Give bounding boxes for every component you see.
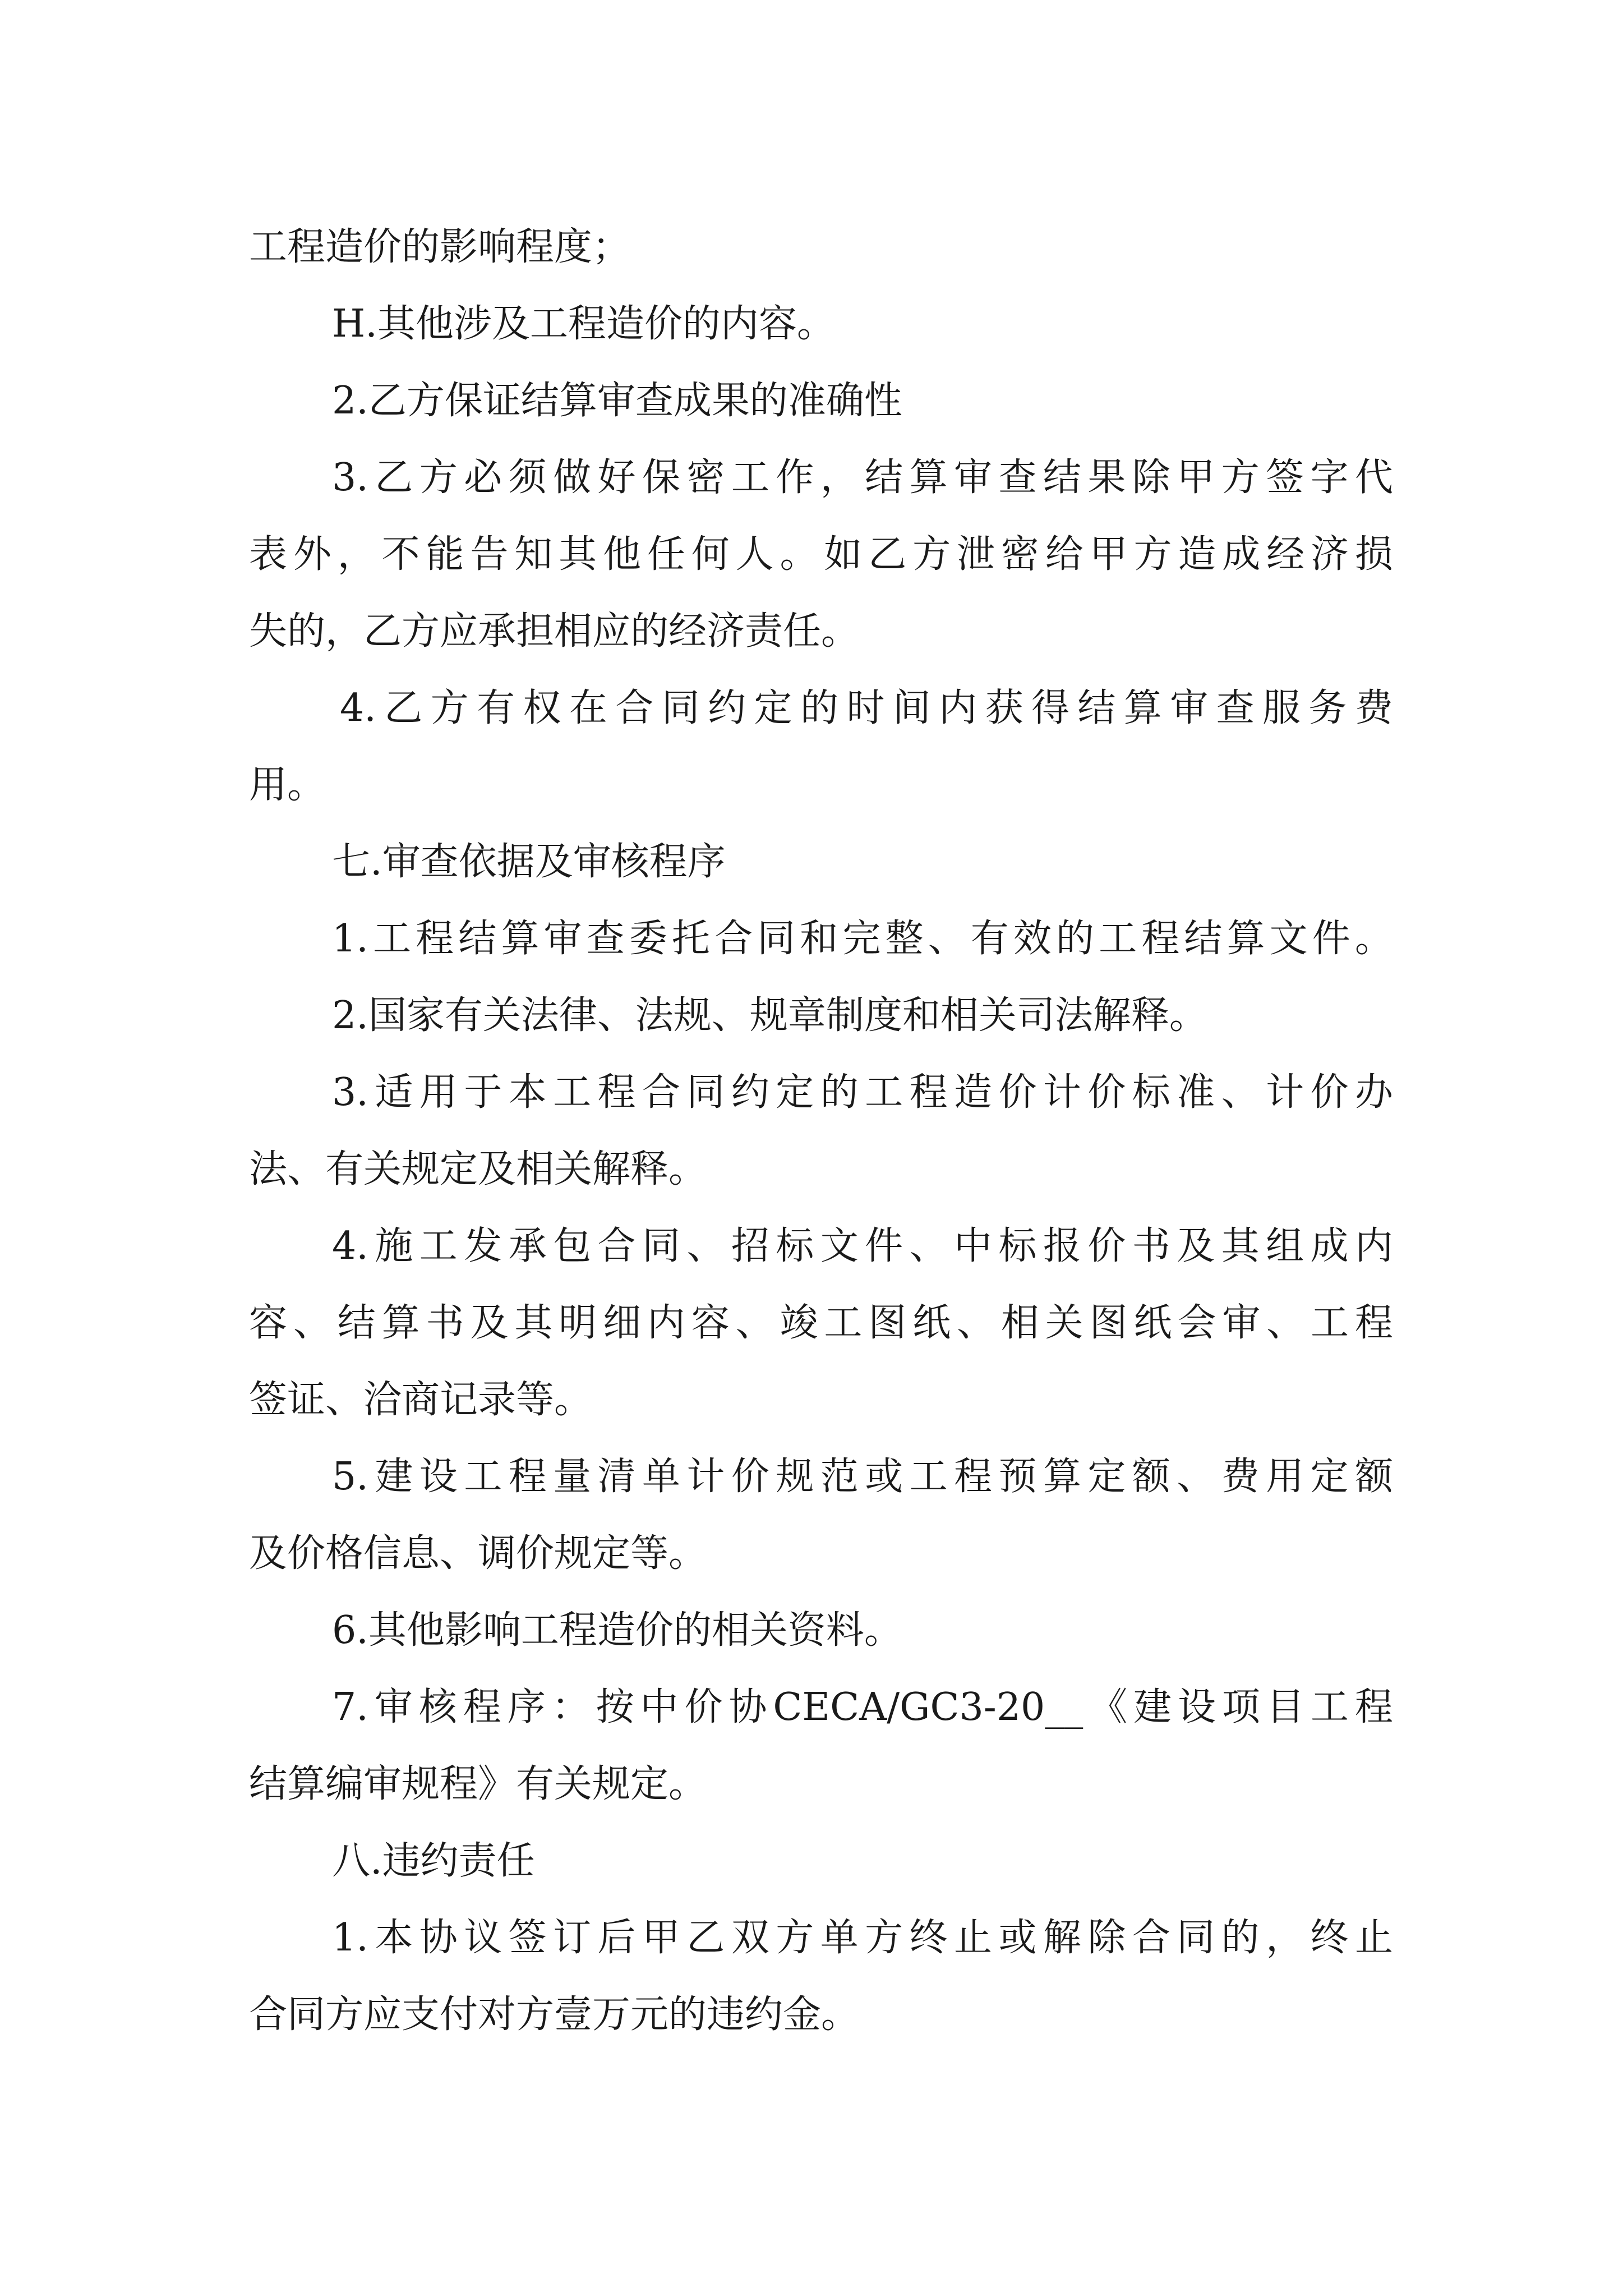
text-line: 7. 审 核 程 序 ： 按 中 价 协 CECA/GC3-20__ 《 建 设 项 目 工 程 [332, 1685, 1393, 1729]
text-line: 七.审查依据及审核程序 [332, 840, 726, 884]
text-line: 法、有关规定及相关解释。 [249, 1147, 707, 1191]
text-line: 失的，乙方应承担相应的经济责任。 [249, 609, 860, 654]
text-line: 4. 乙 方 有 权 在 合 同 约 定 的 时 间 内 获 得 结 算 审 查 服 务 费 [340, 686, 1393, 730]
text-line: 3. 适 用 于 本 工 程 合 同 约 定 的 工 程 造 价 计 价 标 准 、 计 价 办 [332, 1070, 1393, 1115]
text-line: 及价格信息、调价规定等。 [249, 1531, 707, 1576]
text-line: 合同方应支付对方壹万元的违约金。 [249, 1993, 860, 2037]
text-line: 1. 本 协 议 签 订 后 甲 乙 双 方 单 方 终 止 或 解 除 合 同 的 ， 终 止 [332, 1916, 1393, 1960]
text-line: 签证、洽商记录等。 [249, 1378, 593, 1422]
text-line: 结算编审规程》有关规定。 [249, 1762, 707, 1806]
text-line: 3. 乙 方 必 须 做 好 保 密 工 作 ， 结 算 审 查 结 果 除 甲 方 签 字 代 [332, 455, 1393, 500]
text-line: 2.国家有关法律、法规、规章制度和相关司法解释。 [332, 993, 1207, 1038]
text-line: 工程造价的影响程度； [249, 225, 631, 269]
text-line: 1. 工 程 结 算 审 查 委 托 合 同 和 完 整 、 有 效 的 工 程 结 算 文 件 。 [332, 917, 1393, 961]
document-body [249, 209, 1393, 2053]
text-line: 5. 建 设 工 程 量 清 单 计 价 规 范 或 工 程 预 算 定 额 、 费 用 定 额 [332, 1455, 1393, 1499]
text-line: 用。 [249, 763, 326, 807]
text-line: 6.其他影响工程造价的相关资料。 [332, 1608, 902, 1653]
text-line: 八.违约责任 [332, 1839, 535, 1883]
text-line: 容 、 结 算 书 及 其 明 细 内 容 、 竣 工 图 纸 、 相 关 图 纸 会 审 、 工 程 [249, 1301, 1393, 1345]
text-line: H.其他涉及工程造价的内容。 [332, 302, 835, 346]
text-line: 表 外 ， 不 能 告 知 其 他 任 何 人 。 如 乙 方 泄 密 给 甲 方 造 成 经 济 损 [249, 532, 1393, 577]
text-line: 4. 施 工 发 承 包 合 同 、 招 标 文 件 、 中 标 报 价 书 及 其 组 成 内 [332, 1224, 1393, 1268]
text-line: 2.乙方保证结算审查成果的准确性 [332, 379, 902, 423]
